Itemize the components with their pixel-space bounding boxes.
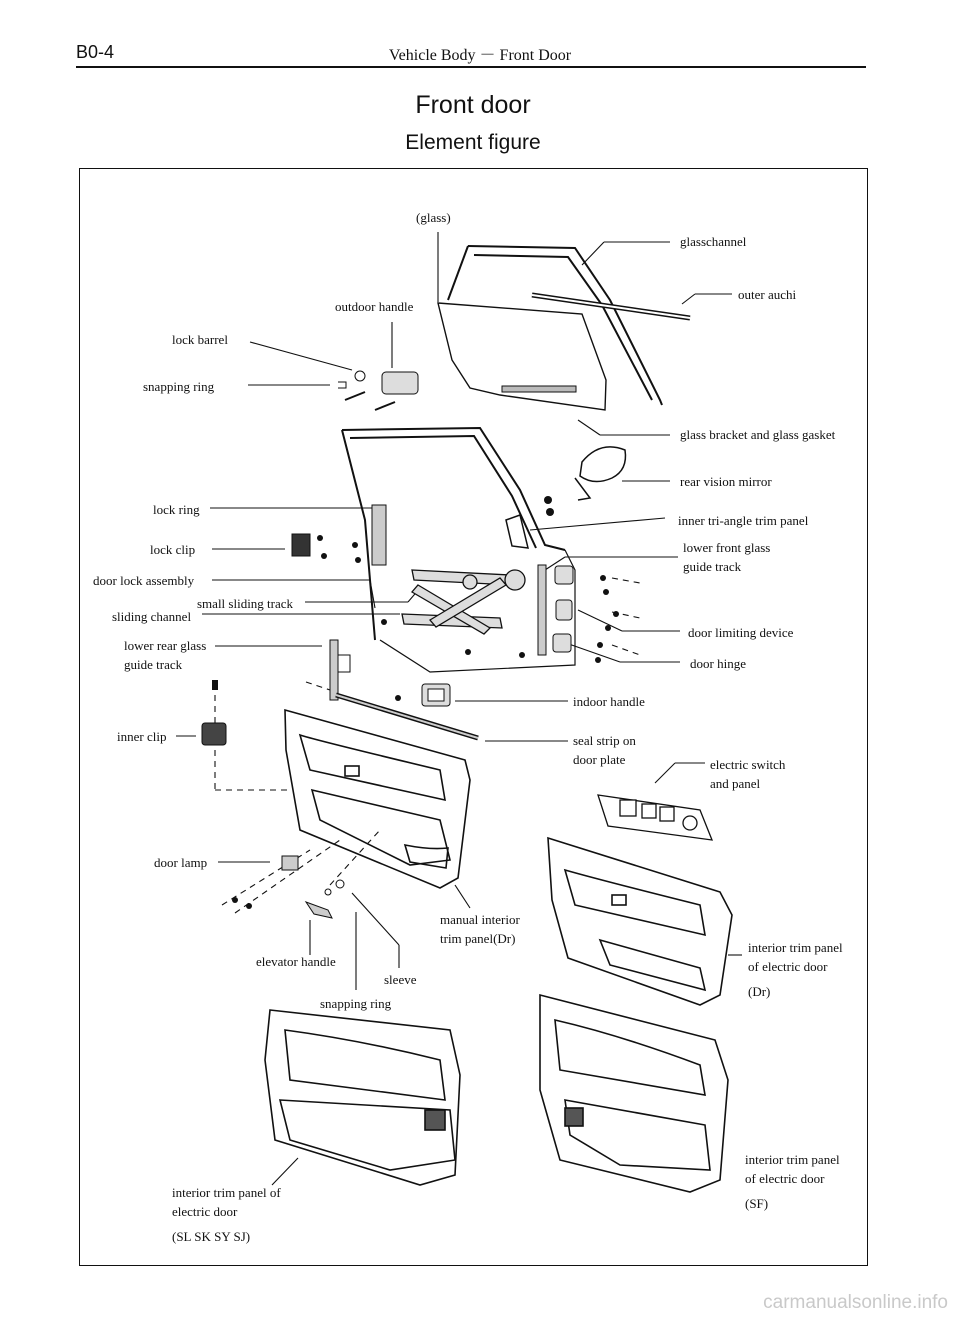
label-door-limiting-device: door limiting device [688, 625, 794, 640]
label-rear-vision-mirror: rear vision mirror [680, 474, 772, 489]
running-header: Vehicle Body － Front Door [388, 47, 572, 64]
label-manual-interior-trim: manual interior trim panel(Dr) [440, 912, 520, 946]
label-snapping-ring-bottom: snapping ring [320, 996, 392, 1011]
label-door-lamp: door lamp [154, 855, 208, 870]
label-seal-strip: seal strip on door plate [573, 733, 636, 767]
label-lock-clip: lock clip [150, 542, 196, 557]
label-lower-rear-glass-guide: lower rear glass guide track [124, 638, 207, 672]
label-interior-electric-sf: interior trim panel of electric door (SF) [745, 1152, 840, 1211]
label-sleeve: sleeve [384, 972, 417, 987]
label-interior-electric-sl: interior trim panel of electric door (SL SK SY SJ) [172, 1185, 281, 1244]
label-small-sliding-track: small sliding track [197, 596, 294, 611]
label-interior-electric-dr: interior trim panel of electric door (Dr) [748, 940, 843, 999]
label-inner-clip: inner clip [117, 729, 167, 744]
label-lower-front-glass-guide: lower front glass guide track [683, 540, 771, 574]
page-code: B0-4 [76, 42, 115, 62]
label-indoor-handle: indoor handle [573, 694, 645, 709]
label-outer-auchi: outer auchi [738, 287, 797, 302]
watermark-footer: carmanualsonline.info [763, 1292, 948, 1313]
label-door-hinge: door hinge [690, 656, 746, 671]
label-glass: (glass) [416, 210, 451, 225]
page-subtitle: Element figure [405, 131, 541, 154]
label-door-lock-assembly: door lock assembly [93, 573, 195, 588]
label-sliding-channel: sliding channel [112, 609, 192, 624]
label-glass-bracket: glass bracket and glass gasket [680, 427, 836, 442]
label-lock-ring: lock ring [153, 502, 200, 517]
label-lock-barrel: lock barrel [172, 332, 228, 347]
page-title: Front door [415, 91, 531, 119]
label-elevator-handle: elevator handle [256, 954, 336, 969]
label-glasschannel: glasschannel [680, 234, 747, 249]
label-snapping-ring-top: snapping ring [143, 379, 215, 394]
label-electric-switch: electric switch and panel [710, 757, 786, 791]
label-outdoor-handle: outdoor handle [335, 299, 414, 314]
label-inner-triangle: inner tri-angle trim panel [678, 513, 809, 528]
